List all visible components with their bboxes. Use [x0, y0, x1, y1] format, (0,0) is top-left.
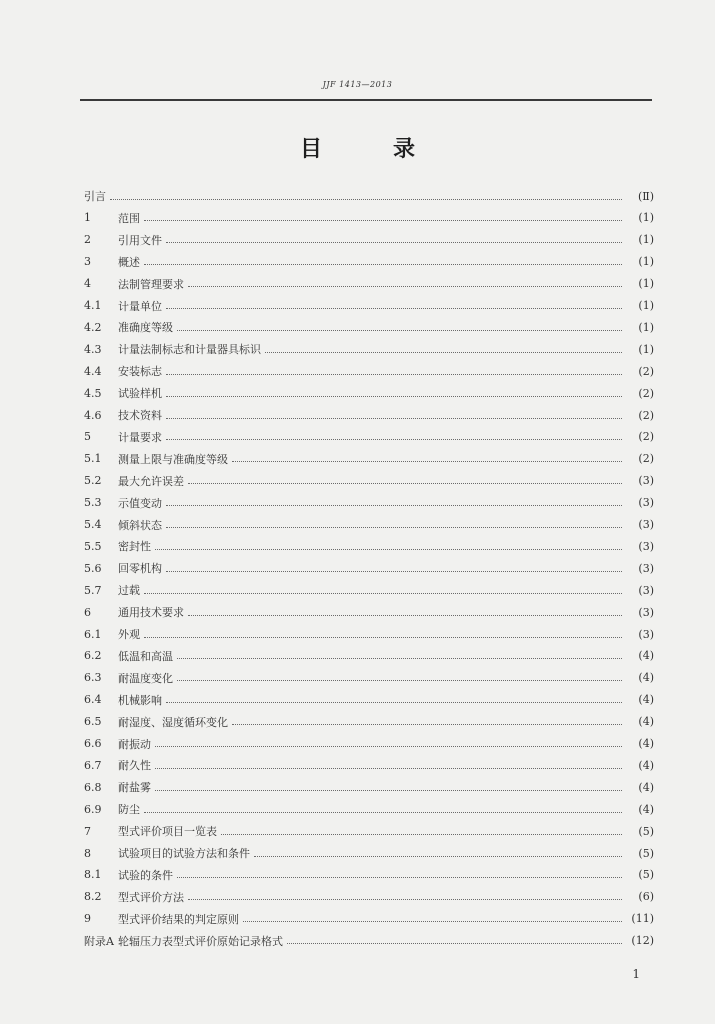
- toc-entry: [84, 821, 654, 841]
- toc-leader-dots: [177, 680, 622, 681]
- toc-entry-page: (4): [638, 737, 654, 750]
- toc-entry: [84, 931, 654, 951]
- toc-entry-title: 倾斜状态: [118, 518, 162, 532]
- toc-entry-page: (3): [638, 539, 654, 553]
- toc-leader-dots: [177, 877, 622, 878]
- toc-entry: [84, 887, 654, 907]
- toc-leader-dots: [144, 812, 622, 813]
- toc-entry: [84, 317, 654, 337]
- toc-entry-number: 6.4: [84, 693, 102, 707]
- toc-entry: [84, 734, 654, 754]
- toc-entry-number: 4.4: [84, 364, 102, 378]
- toc-leader-dots: [155, 790, 622, 791]
- toc-entry: [84, 755, 654, 775]
- toc-entry-title: 耐盐雾: [118, 781, 151, 795]
- toc-leader-dots: [177, 658, 622, 659]
- toc-entry-number: 5.2: [84, 474, 102, 488]
- toc-entry-title: 概述: [118, 255, 140, 269]
- toc-entry: [84, 252, 654, 272]
- toc-entry: [84, 624, 654, 644]
- toc-leader-dots: [166, 396, 622, 397]
- toc-entry-page: (4): [638, 802, 654, 816]
- toc-entry-number: 8.1: [84, 868, 102, 882]
- toc-entry-number: 6.6: [84, 737, 102, 750]
- toc-entry: [84, 843, 654, 863]
- toc-leader-dots: [243, 921, 622, 922]
- toc-entry-title: 耐湿度、湿度循环变化: [118, 715, 228, 729]
- toc-entry-title: 耐振动: [118, 737, 151, 751]
- toc-entry-number: 5.5: [84, 539, 102, 553]
- toc-entry-number: 4.6: [84, 408, 102, 422]
- toc-entry-title: 测量上限与准确度等级: [118, 452, 228, 466]
- toc-entry-title: 计量法制标志和计量器具标识: [118, 343, 261, 357]
- toc-leader-dots: [232, 461, 622, 462]
- toc-leader-dots: [188, 483, 622, 484]
- toc-entry-number: 8: [84, 846, 91, 860]
- toc-leader-dots: [166, 439, 622, 440]
- page-number: 1: [632, 967, 640, 981]
- toc-entry-page: (2): [638, 364, 654, 378]
- toc-entry: [84, 493, 654, 513]
- toc-entry-page: (3): [638, 518, 654, 531]
- toc-leader-dots: [166, 418, 622, 419]
- toc-entry-page: (5): [638, 868, 654, 882]
- toc-leader-dots: [232, 724, 622, 725]
- toc-entry-title: 试验样机: [118, 387, 162, 401]
- header-rule: [80, 99, 652, 101]
- toc-entry-title: 型式评价结果的判定原则: [118, 912, 239, 926]
- toc-entry-number: 2: [84, 233, 91, 247]
- standard-code: JJF 1413—2013: [322, 80, 393, 89]
- toc-entry-page: (4): [638, 649, 654, 663]
- toc-leader-dots: [166, 527, 622, 528]
- toc-entry-number: 6.5: [84, 715, 102, 729]
- toc-entry: [84, 690, 654, 710]
- toc-entry-page: (4): [638, 780, 654, 794]
- toc-entry-number: 4.2: [84, 320, 102, 334]
- toc-entry-page: (3): [638, 627, 654, 641]
- toc-entry-title: 回零机构: [118, 562, 162, 576]
- toc-entry-number: 5.6: [84, 561, 102, 575]
- toc-leader-dots: [155, 549, 622, 550]
- toc-leader-dots: [188, 286, 622, 287]
- toc-entry: [84, 909, 654, 929]
- toc-leader-dots: [144, 264, 622, 265]
- toc-entry: [84, 339, 654, 359]
- toc-entry-title: 耐温度变化: [118, 671, 173, 685]
- toc-entry-title: 通用技术要求: [118, 606, 184, 620]
- toc-entry: [84, 208, 654, 228]
- toc-entry-number: 4.3: [84, 342, 102, 356]
- toc-entry-page: (5): [638, 824, 654, 838]
- toc-entry-page: (5): [638, 846, 654, 860]
- toc-entry-page: (12): [631, 934, 654, 948]
- toc-leader-dots: [166, 505, 622, 506]
- toc-entry-page: (3): [638, 496, 654, 510]
- toc-entry: [84, 777, 654, 797]
- toc-entry: [84, 383, 654, 403]
- toc-entry-number: 7: [84, 824, 91, 838]
- toc-entry-page: (1): [638, 233, 654, 247]
- toc-entry-number: 5: [84, 430, 91, 444]
- toc-entry-title: 计量要求: [118, 430, 162, 444]
- toc-leader-dots: [144, 220, 622, 221]
- title-char-2: 录: [392, 136, 415, 162]
- toc-entry-title: 法制管理要求: [118, 277, 184, 291]
- toc-entry-number: 5.1: [84, 452, 102, 466]
- toc-leader-dots: [254, 856, 622, 857]
- toc-leader-dots: [177, 330, 622, 331]
- toc-leader-dots: [188, 615, 622, 616]
- toc-entry: [84, 712, 654, 732]
- toc-entry-page: (1): [638, 277, 654, 291]
- toc-entry-page: (1): [638, 342, 654, 356]
- toc-entry-page: (4): [638, 758, 654, 772]
- toc-entry-number: 4.1: [84, 299, 102, 312]
- toc-entry-title: 示值变动: [118, 496, 162, 510]
- toc-entry-page: (1): [638, 299, 654, 312]
- toc-leader-dots: [166, 374, 622, 375]
- toc-entry: [84, 449, 654, 469]
- toc-entry: [84, 668, 654, 688]
- toc-entry-title: 计量单位: [118, 299, 162, 313]
- toc-entry-number: 6.1: [84, 627, 102, 641]
- toc-leader-dots: [166, 571, 622, 572]
- toc-entry-page: (2): [638, 452, 654, 466]
- toc-entry-title: 准确度等级: [118, 321, 173, 335]
- toc-entry-title: 试验项目的试验方法和条件: [118, 847, 250, 860]
- toc-entry-title: 技术资料: [118, 409, 162, 422]
- toc-entry-title: 引言: [84, 190, 106, 203]
- toc-entry-page: (4): [638, 715, 654, 729]
- toc-entry: [84, 558, 654, 578]
- toc-entry-page: (2): [638, 386, 654, 400]
- toc-entry-number: 3: [84, 255, 91, 269]
- toc-entry: [84, 361, 654, 381]
- toc-entry: [84, 799, 654, 819]
- toc-entry-number: 6.9: [84, 802, 102, 816]
- toc-entry: [84, 405, 654, 425]
- toc-leader-dots: [110, 199, 622, 200]
- toc-entry: [84, 471, 654, 491]
- toc-leader-dots: [144, 593, 622, 594]
- toc-leader-dots: [166, 242, 622, 243]
- toc-entry-title: 防尘: [118, 803, 140, 817]
- toc-entry-number: 8.2: [84, 890, 102, 904]
- toc-entry-page: (4): [638, 671, 654, 685]
- toc-entry: [84, 230, 654, 250]
- toc-entry-number: 1: [84, 211, 91, 225]
- toc-entry-title: 范围: [118, 211, 140, 225]
- toc-leader-dots: [287, 943, 622, 944]
- toc-entry: [84, 536, 654, 556]
- toc-entry-page: (3): [638, 583, 654, 597]
- toc-entry-title: 轮辐压力表型式评价原始记录格式: [118, 934, 283, 948]
- toc-entry-page: (4): [638, 693, 654, 707]
- toc-entry-title: 外观: [118, 628, 140, 641]
- toc-entry: [84, 296, 654, 316]
- toc-entry: [84, 646, 654, 666]
- toc-entry-page: (Ⅱ): [637, 189, 654, 203]
- toc-entry-number: 4: [84, 277, 91, 291]
- toc-entry-number: 6.3: [84, 671, 102, 685]
- toc-entry-page: (3): [638, 605, 654, 619]
- toc-entry-number: 6.8: [84, 780, 102, 794]
- toc-entry-title: 型式评价方法: [118, 890, 184, 904]
- toc-leader-dots: [221, 834, 622, 835]
- toc-entry-number: 5.4: [84, 518, 102, 531]
- toc-entry-title: 密封性: [118, 540, 151, 554]
- toc-entry: [84, 580, 654, 600]
- toc-entry-title: 最大允许误差: [118, 474, 184, 488]
- toc-entry-number: 6.2: [84, 649, 102, 663]
- toc-entry-page: (1): [638, 255, 654, 269]
- toc-entry: [84, 865, 654, 885]
- toc-entry-number: 附录A: [84, 934, 114, 948]
- toc-entry-title: 机械影响: [118, 693, 162, 707]
- toc-entry-number: 4.5: [84, 386, 102, 400]
- toc-entry-page: (2): [638, 408, 654, 422]
- toc-entry-number: 6.7: [84, 758, 102, 772]
- toc-entry-title: 过载: [118, 584, 140, 598]
- toc-entry: [84, 515, 654, 535]
- toc-entry-title: 耐久性: [118, 759, 151, 773]
- toc-leader-dots: [265, 352, 622, 353]
- toc-leader-dots: [188, 899, 622, 900]
- toc-entry-page: (11): [631, 912, 654, 926]
- toc-entry-page: (3): [638, 561, 654, 575]
- toc-leader-dots: [166, 702, 622, 703]
- toc-entry: [84, 427, 654, 447]
- toc-entry: [84, 274, 654, 294]
- toc-entry-page: (2): [638, 430, 654, 444]
- toc-leader-dots: [155, 768, 622, 769]
- title-char-1: 目: [300, 136, 323, 162]
- page-title: [300, 132, 415, 163]
- toc-entry-title: 安装标志: [118, 365, 162, 379]
- toc-entry-page: (6): [638, 890, 654, 904]
- toc-entry-page: (3): [638, 474, 654, 488]
- toc-leader-dots: [144, 637, 622, 638]
- toc-entry-number: 5.7: [84, 583, 102, 597]
- toc-entry-title: 引用文件: [118, 233, 162, 247]
- toc-entry-title: 试验的条件: [118, 868, 173, 882]
- toc-entry-number: 5.3: [84, 496, 102, 510]
- toc-entry: [84, 602, 654, 622]
- toc-entry-title: 低温和高温: [118, 649, 173, 663]
- toc-leader-dots: [155, 746, 622, 747]
- toc-entry-page: (1): [638, 320, 654, 334]
- toc-entry-number: 9: [84, 912, 91, 926]
- toc-entry: [84, 186, 654, 206]
- toc-entry-title: 型式评价项目一览表: [118, 825, 217, 839]
- toc-entry-page: (1): [638, 211, 654, 225]
- toc-entry-number: 6: [84, 605, 91, 619]
- toc-leader-dots: [166, 308, 622, 309]
